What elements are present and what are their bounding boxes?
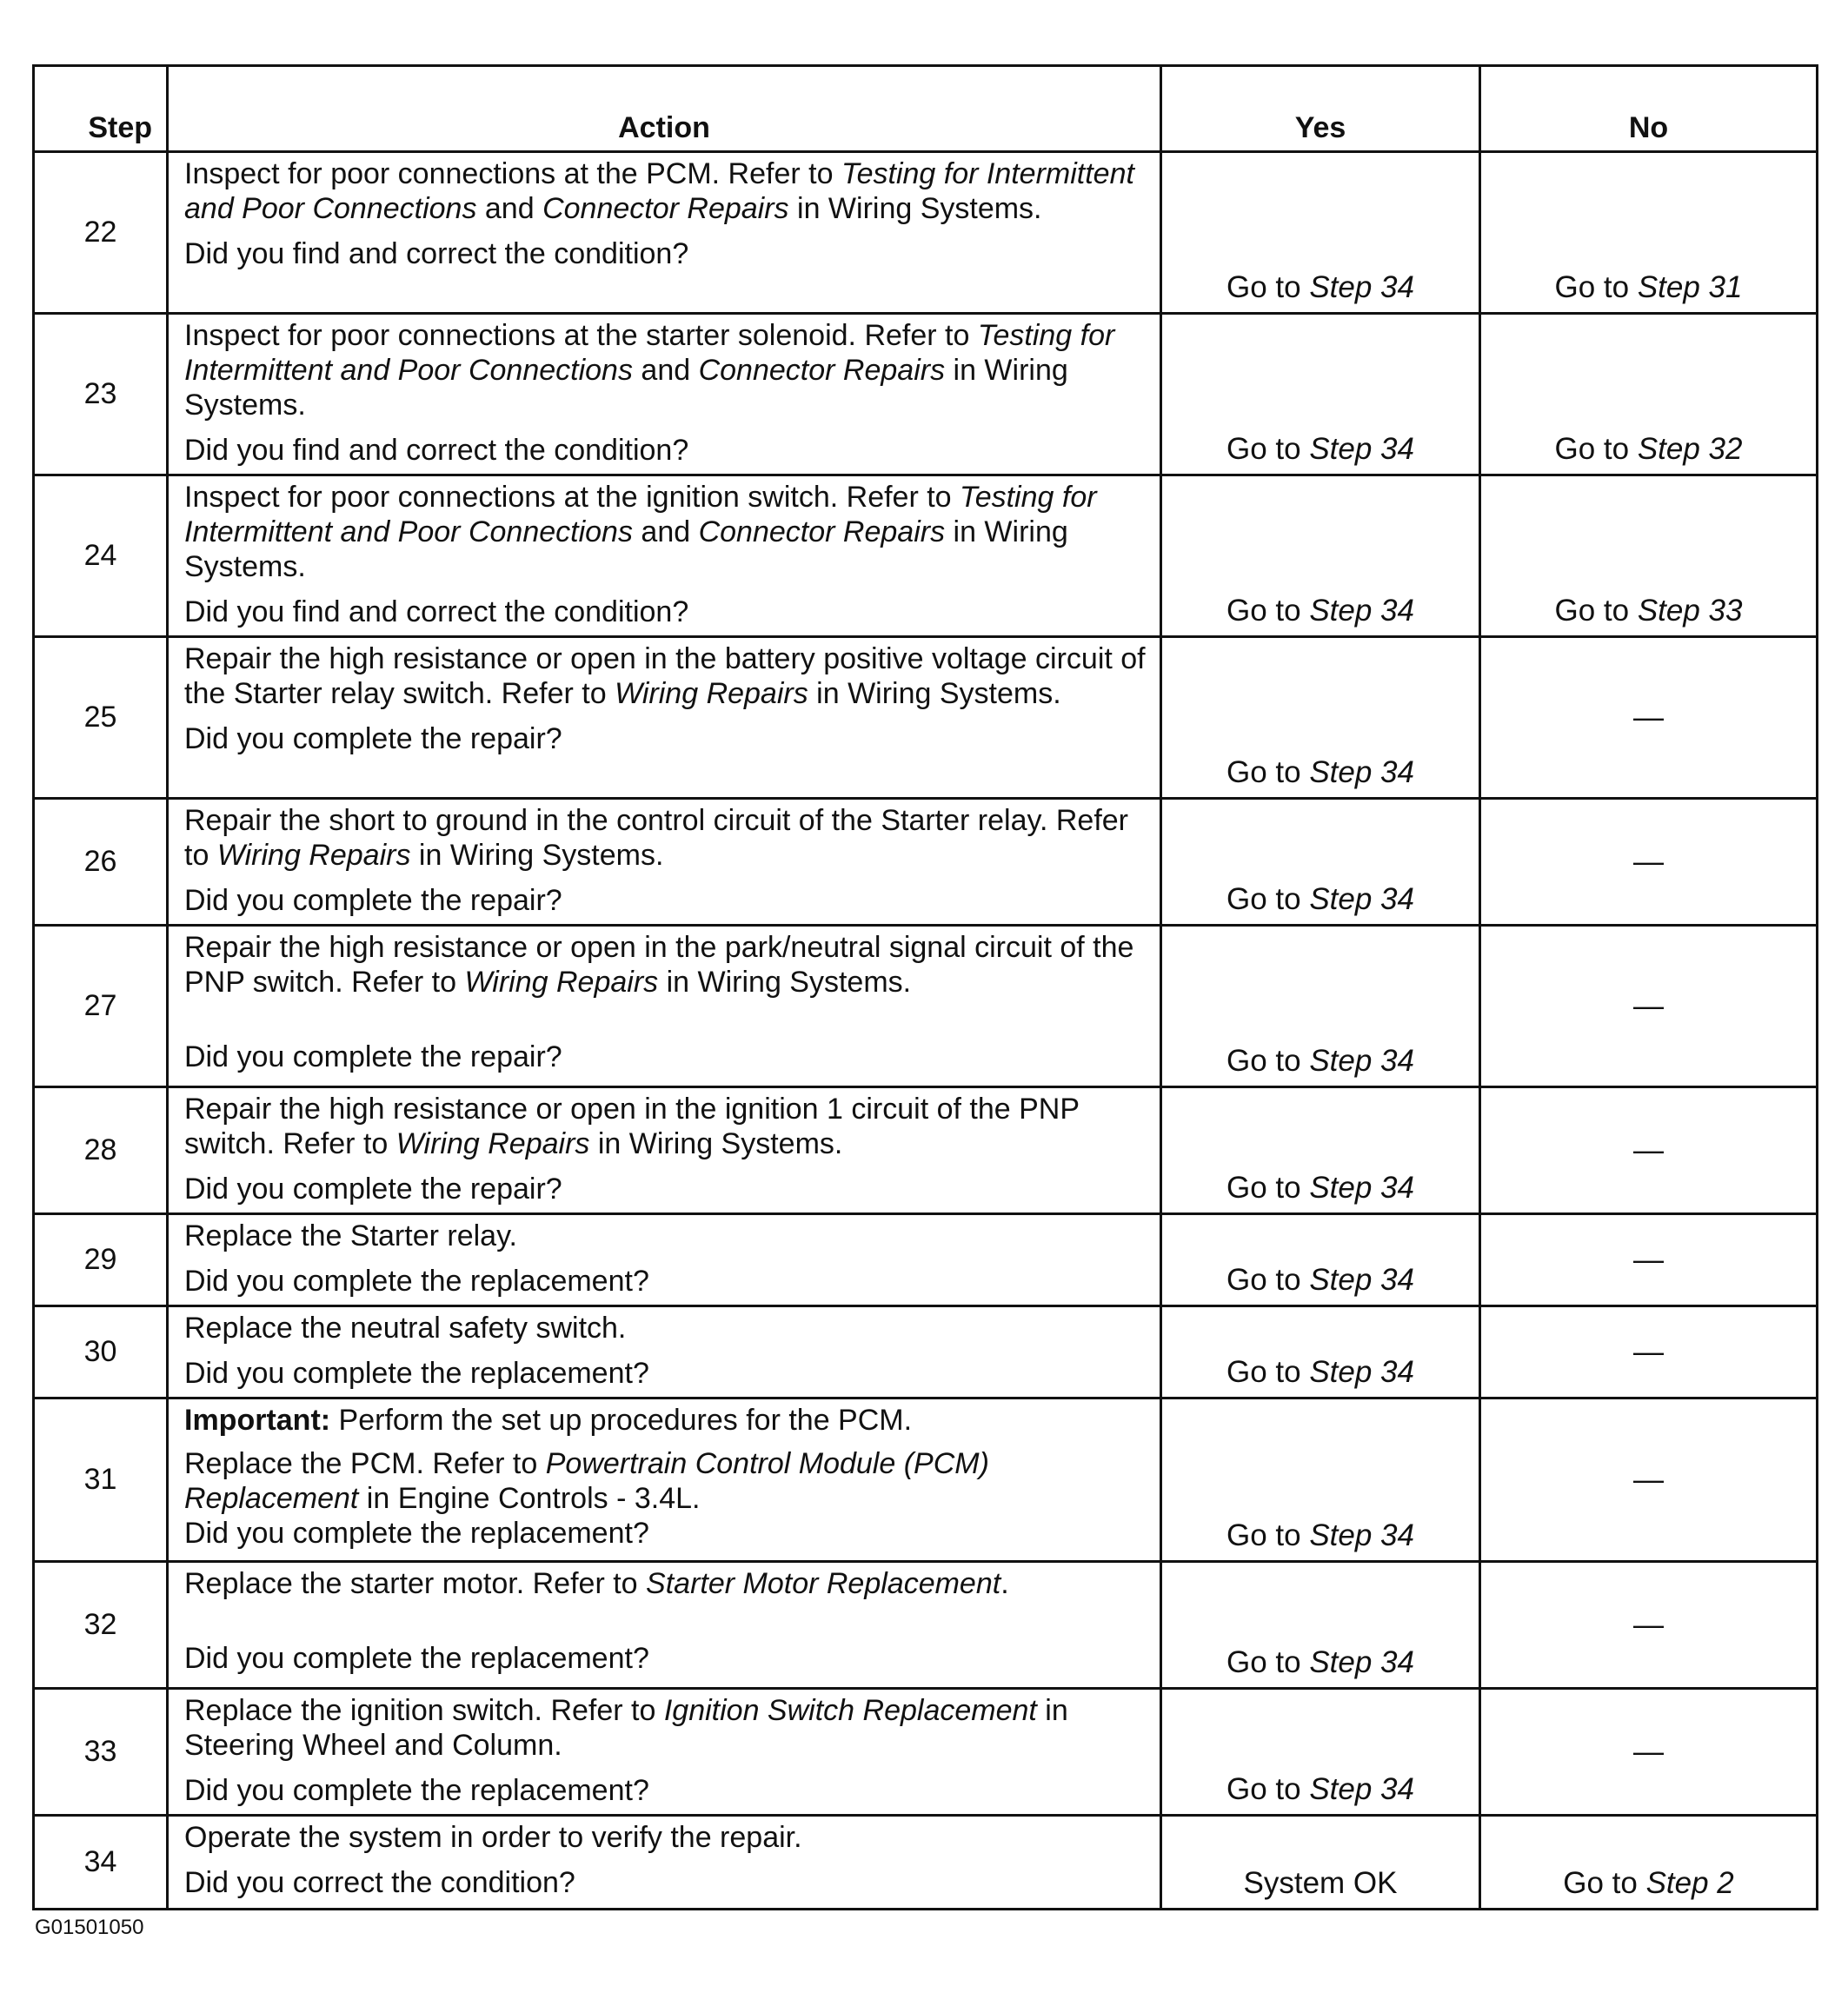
table-row [34, 799, 1818, 926]
step-number: 23 [34, 314, 168, 475]
step-reference: Step 2 [1645, 1866, 1734, 1900]
no-cell: — [1480, 1306, 1818, 1398]
question-text: Did you complete the replacement? [184, 1774, 649, 1807]
no-cell: Go to Step 32 [1480, 314, 1818, 475]
step-reference: Step 34 [1309, 432, 1414, 466]
table-row [34, 1087, 1818, 1214]
yes-cell: System OK [1161, 1816, 1480, 1910]
action-text: Repair the short to ground in the control circuit of the Starter relay. Refer to Wiring Repairs in Wiring Systems. [184, 804, 1129, 872]
table-row [34, 637, 1818, 799]
step-number: 30 [34, 1306, 168, 1398]
question-text: Did you correct the condition? [184, 1866, 575, 1899]
table-row [34, 1398, 1818, 1562]
header-action: Action [168, 66, 1161, 152]
table-row [34, 314, 1818, 475]
step-reference: Step 34 [1309, 1645, 1414, 1679]
action-cell [168, 1562, 1161, 1689]
step-reference: Step 34 [1309, 1263, 1414, 1297]
no-cell: Go to Step 2 [1480, 1816, 1818, 1910]
question-text: Did you complete the replacement? [184, 1265, 649, 1298]
header-step: Step [34, 66, 168, 152]
action-text: Replace the neutral safety switch. [184, 1312, 627, 1345]
reference-link: Wiring Repairs [464, 966, 659, 999]
action-cell [168, 1306, 1161, 1398]
action-text: Replace the starter motor. Refer to Starter Motor Replacement. [184, 1567, 1009, 1600]
no-cell: Go to Step 31 [1480, 152, 1818, 314]
action-cell [168, 926, 1161, 1087]
action-text: Inspect for poor connections at the ignition switch. Refer to Testing for Intermittent and Poor Connections and Connector Repairs in Wiring Systems. [184, 481, 1097, 583]
yes-cell: Go to Step 34 [1161, 475, 1480, 637]
no-cell: — [1480, 799, 1818, 926]
step-reference: Step 34 [1309, 1772, 1414, 1806]
action-text: Repair the high resistance or open in the battery positive voltage circuit of the Starter relay switch. Refer to Wiring Repairs in Wiring Systems. [184, 642, 1146, 710]
step-reference: Step 32 [1637, 432, 1743, 466]
no-cell: — [1480, 1087, 1818, 1214]
header-row [34, 66, 1818, 152]
yes-cell: Go to Step 34 [1161, 1398, 1480, 1562]
diagnostic-table [32, 64, 1818, 1910]
question-text: Did you complete the replacement? [184, 1642, 649, 1675]
step-reference: Step 34 [1309, 882, 1414, 916]
step-reference: Step 34 [1309, 1518, 1414, 1552]
table-row [34, 1562, 1818, 1689]
yes-cell: Go to Step 34 [1161, 1562, 1480, 1689]
step-number: 27 [34, 926, 168, 1087]
question-text: Did you find and correct the condition? [184, 434, 689, 467]
question-text: Did you complete the repair? [184, 1040, 562, 1073]
action-text: Replace the PCM. Refer to Powertrain Control Module (PCM) Replacement in Engine Controls - 3.4L. [184, 1447, 989, 1515]
step-number: 31 [34, 1398, 168, 1562]
question-text: Did you find and correct the condition? [184, 237, 689, 270]
table-row [34, 1214, 1818, 1306]
yes-cell: Go to Step 34 [1161, 637, 1480, 799]
question-text: Did you complete the replacement? [184, 1357, 649, 1390]
action-cell [168, 1689, 1161, 1816]
step-reference: Step 34 [1309, 1044, 1414, 1078]
yes-cell: Go to Step 34 [1161, 1087, 1480, 1214]
action-text: Replace the Starter relay. [184, 1219, 517, 1252]
reference-link: Testing for Intermittent and Poor Connections [184, 319, 1115, 387]
table-row [34, 1689, 1818, 1816]
question-text: Did you complete the replacement? [184, 1517, 649, 1550]
reference-link: Wiring Repairs [216, 839, 411, 872]
question-text: Did you complete the repair? [184, 722, 562, 755]
action-cell [168, 152, 1161, 314]
step-reference: Step 34 [1309, 594, 1414, 628]
question-text: Did you complete the repair? [184, 884, 562, 917]
action-text: Inspect for poor connections at the PCM. Refer to Testing for Intermittent and Poor Connections and Connector Repairs in Wiring Systems. [184, 157, 1134, 225]
yes-cell: Go to Step 34 [1161, 1689, 1480, 1816]
no-cell: — [1480, 1562, 1818, 1689]
step-number: 25 [34, 637, 168, 799]
no-cell: — [1480, 1689, 1818, 1816]
step-reference: Step 34 [1309, 1355, 1414, 1389]
action-cell [168, 1087, 1161, 1214]
step-reference: Step 33 [1637, 594, 1743, 628]
table-row [34, 1816, 1818, 1910]
action-cell [168, 1398, 1161, 1562]
action-text: Inspect for poor connections at the starter solenoid. Refer to Testing for Intermittent and Poor Connections and Connector Repairs in Wiring Systems. [184, 319, 1115, 422]
yes-cell: Go to Step 34 [1161, 314, 1480, 475]
action-cell [168, 1214, 1161, 1306]
step-number: 34 [34, 1816, 168, 1910]
reference-link: Connector Repairs [698, 354, 946, 387]
table-row [34, 152, 1818, 314]
action-cell [168, 637, 1161, 799]
step-reference: Step 34 [1309, 755, 1414, 789]
no-cell: — [1480, 637, 1818, 799]
reference-link: Wiring Repairs [396, 1127, 590, 1160]
step-number: 24 [34, 475, 168, 637]
figure-code: G01501050 [35, 1916, 144, 1939]
yes-cell: Go to Step 34 [1161, 1214, 1480, 1306]
reference-link: Ignition Switch Replacement [663, 1694, 1037, 1727]
no-cell: — [1480, 926, 1818, 1087]
step-number: 28 [34, 1087, 168, 1214]
yes-cell: Go to Step 34 [1161, 799, 1480, 926]
step-number: 29 [34, 1214, 168, 1306]
reference-link: Starter Motor Replacement [646, 1567, 1001, 1600]
yes-cell: Go to Step 34 [1161, 152, 1480, 314]
important-label: Important: [184, 1404, 331, 1437]
action-cell [168, 799, 1161, 926]
reference-link: Testing for Intermittent and Poor Connections [184, 481, 1097, 548]
important-note: Important: Perform the set up procedures for the PCM. [184, 1404, 913, 1437]
header-no: No [1480, 66, 1818, 152]
reference-link: Wiring Repairs [615, 677, 808, 710]
question-text: Did you complete the repair? [184, 1173, 562, 1206]
action-cell [168, 314, 1161, 475]
step-reference: Step 34 [1309, 270, 1414, 304]
header-yes: Yes [1161, 66, 1480, 152]
action-text: Replace the ignition switch. Refer to Ignition Switch Replacement in Steering Wheel and Column. [184, 1694, 1068, 1762]
no-cell: — [1480, 1398, 1818, 1562]
yes-cell: Go to Step 34 [1161, 926, 1480, 1087]
action-cell [168, 1816, 1161, 1910]
no-cell: — [1480, 1214, 1818, 1306]
action-cell [168, 475, 1161, 637]
action-text: Operate the system in order to verify the repair. [184, 1821, 802, 1854]
no-cell: Go to Step 33 [1480, 475, 1818, 637]
question-text: Did you find and correct the condition? [184, 595, 689, 628]
step-number: 32 [34, 1562, 168, 1689]
step-reference: Step 31 [1637, 270, 1743, 304]
table-row [34, 926, 1818, 1087]
table-row [34, 1306, 1818, 1398]
step-reference: Step 34 [1309, 1171, 1414, 1205]
step-number: 22 [34, 152, 168, 314]
step-number: 26 [34, 799, 168, 926]
step-number: 33 [34, 1689, 168, 1816]
action-text: Repair the high resistance or open in the ignition 1 circuit of the PNP switch. Refer to Wiring Repairs in Wiring Systems. [184, 1093, 1080, 1160]
reference-link: Connector Repairs [698, 515, 946, 548]
reference-link: Testing for Intermittent and Poor Connections [184, 157, 1134, 225]
yes-cell: Go to Step 34 [1161, 1306, 1480, 1398]
action-text: Repair the high resistance or open in the park/neutral signal circuit of the PNP switch. Refer to Wiring Repairs in Wiring Systems. [184, 931, 1134, 999]
table-row [34, 475, 1818, 637]
reference-link: Connector Repairs [542, 192, 789, 225]
reference-link: Powertrain Control Module (PCM) Replacement [184, 1447, 989, 1515]
